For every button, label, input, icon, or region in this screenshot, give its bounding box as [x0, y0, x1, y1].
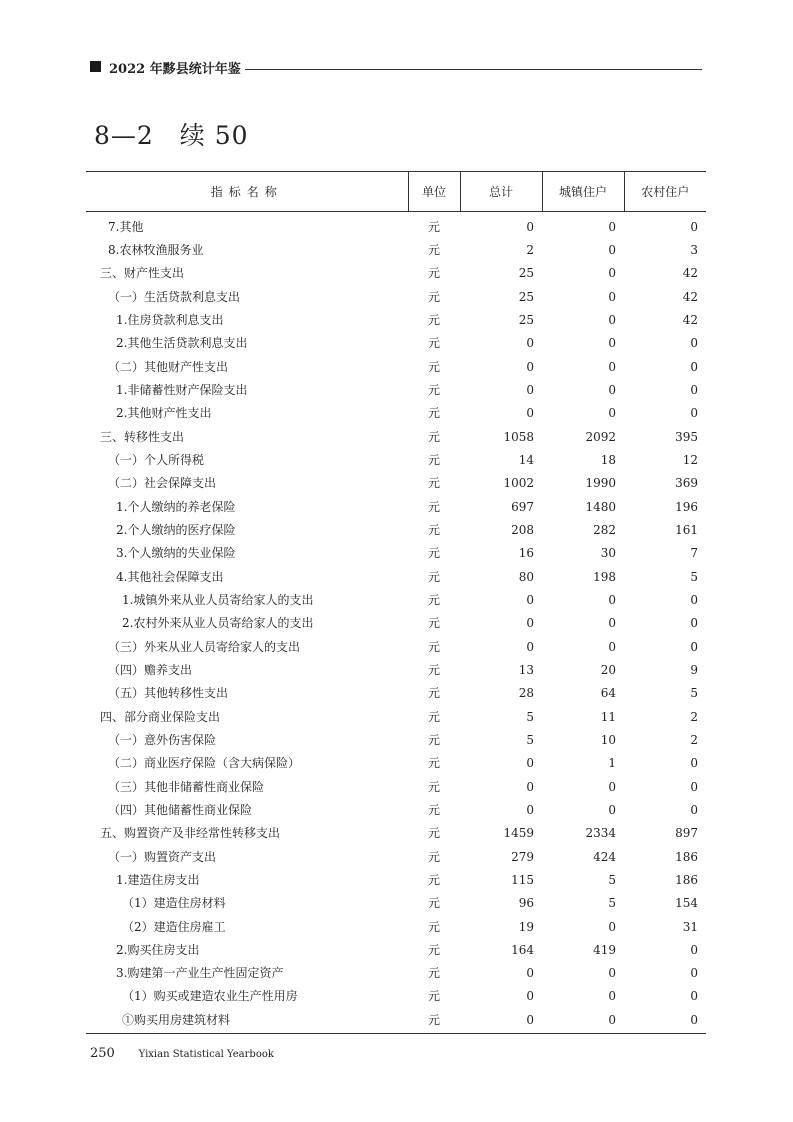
rural-cell: 186 [675, 849, 698, 864]
table-row [86, 212, 706, 239]
total-cell: 13 [518, 662, 534, 677]
table-row [86, 542, 706, 565]
total-cell: 0 [526, 359, 534, 374]
table-row [86, 658, 706, 681]
indicator-cell: （四）其他储蓄性商业保险 [108, 802, 253, 817]
unit-cell: 元 [427, 989, 440, 1004]
unit-cell: 元 [427, 826, 440, 841]
rural-cell: 0 [690, 359, 698, 374]
urban-cell: 0 [608, 802, 616, 817]
table-title: 8—2 续 50 [94, 121, 249, 150]
urban-cell: 64 [600, 686, 616, 701]
urban-cell: 0 [608, 989, 616, 1004]
urban-cell: 0 [608, 219, 616, 234]
unit-cell: 元 [427, 732, 440, 747]
indicator-cell: （三）外来从业人员寄给家人的支出 [108, 639, 301, 654]
urban-cell: 0 [608, 242, 616, 257]
indicator-cell: 4.其他社会保障支出 [116, 569, 224, 584]
indicator-cell: （三）其他非储蓄性商业保险 [108, 779, 265, 794]
total-cell: 0 [526, 989, 534, 1004]
total-cell: 28 [518, 686, 534, 701]
urban-cell: 0 [608, 592, 616, 607]
rural-cell: 154 [675, 896, 698, 911]
rural-cell: 0 [690, 779, 698, 794]
table-row [86, 985, 706, 1008]
urban-cell: 419 [593, 942, 616, 957]
indicator-cell: 1.个人缴纳的养老保险 [116, 499, 236, 514]
indicator-cell: （二）其他财产性支出 [108, 359, 229, 374]
rural-cell: 897 [675, 826, 698, 841]
unit-cell: 元 [427, 942, 440, 957]
rural-cell: 42 [682, 312, 698, 327]
indicator-cell: 8.农林牧渔服务业 [108, 242, 204, 257]
header-rule [245, 69, 702, 70]
table-row [86, 798, 706, 821]
total-cell: 80 [518, 569, 534, 584]
indicator-cell: （二）社会保障支出 [108, 476, 217, 491]
rural-cell: 42 [682, 289, 698, 304]
indicator-cell: （一）购置资产支出 [108, 849, 217, 864]
rural-cell: 0 [690, 802, 698, 817]
urban-cell: 11 [600, 709, 616, 724]
table-row [86, 682, 706, 705]
unit-cell: 元 [427, 219, 440, 234]
unit-cell: 元 [427, 569, 440, 584]
table-row [86, 565, 706, 588]
rural-cell: 186 [675, 872, 698, 887]
urban-cell: 0 [608, 289, 616, 304]
indicator-cell: 四、部分商业保险支出 [100, 709, 221, 724]
indicator-cell: （一）意外伤害保险 [108, 732, 217, 747]
table-row [86, 705, 706, 728]
col-header-urban: 城镇住户 [542, 172, 624, 212]
urban-cell: 5 [608, 872, 616, 887]
table-row [86, 378, 706, 401]
indicator-cell: 1.城镇外来从业人员寄给家人的支出 [122, 592, 314, 607]
page-footer [90, 1046, 274, 1061]
rural-cell: 12 [682, 452, 698, 467]
unit-cell: 元 [427, 359, 440, 374]
unit-cell: 元 [408, 1008, 460, 1034]
indicator-cell: （二）商业医疗保险（含大病保险） [108, 756, 301, 771]
indicator-cell: （一）生活贷款利息支出 [108, 289, 241, 304]
unit-cell: 元 [427, 336, 440, 351]
urban-cell: 0 [608, 639, 616, 654]
unit-cell: 元 [427, 686, 440, 701]
total-cell: 697 [511, 499, 534, 514]
page-number: 250 [90, 1046, 115, 1061]
table-row [86, 1008, 706, 1034]
col-header-unit: 单位 [408, 172, 460, 212]
square-bullet-icon [90, 61, 101, 72]
indicator-cell: 7.其他 [108, 219, 144, 234]
indicator-cell: 五、购置资产及非经常性转移支出 [100, 826, 281, 841]
table-row [86, 425, 706, 448]
unit-cell: 元 [427, 546, 440, 561]
total-cell: 164 [511, 942, 534, 957]
table-row [86, 612, 706, 635]
table-row [86, 822, 706, 845]
urban-cell: 0 [608, 312, 616, 327]
urban-cell: 1990 [585, 476, 616, 491]
indicator-cell: 三、转移性支出 [100, 429, 185, 444]
total-cell: 0 [526, 336, 534, 351]
rural-cell: 0 [690, 406, 698, 421]
rural-cell: 0 [690, 592, 698, 607]
indicator-cell: （1）购买或建造农业生产性用房 [122, 989, 298, 1004]
unit-cell: 元 [427, 616, 440, 631]
urban-cell: 198 [593, 569, 616, 584]
table-row [86, 262, 706, 285]
indicator-cell: （2）建造住房雇工 [122, 919, 226, 934]
unit-cell: 元 [427, 382, 440, 397]
total-cell: 2 [526, 242, 534, 257]
total-cell: 0 [526, 406, 534, 421]
rural-cell: 0 [690, 639, 698, 654]
table-row [86, 448, 706, 471]
total-cell: 0 [526, 779, 534, 794]
unit-cell: 元 [427, 872, 440, 887]
unit-cell: 元 [427, 709, 440, 724]
rural-cell: 395 [675, 429, 698, 444]
urban-cell: 282 [593, 522, 616, 537]
table-row [86, 285, 706, 308]
indicator-cell: （一）个人所得税 [108, 452, 205, 467]
urban-cell: 1 [608, 756, 616, 771]
total-cell: 14 [518, 452, 534, 467]
indicator-cell: 1.非储蓄性财产保险支出 [116, 382, 248, 397]
urban-cell: 18 [600, 452, 616, 467]
rural-cell: 42 [682, 266, 698, 281]
urban-cell: 0 [608, 919, 616, 934]
table-row [86, 588, 706, 611]
unit-cell: 元 [427, 919, 440, 934]
total-cell: 0 [526, 592, 534, 607]
table-row [86, 472, 706, 495]
table-row [86, 845, 706, 868]
unit-cell: 元 [427, 639, 440, 654]
indicator-cell: 2.个人缴纳的医疗保险 [116, 522, 236, 537]
rural-cell: 31 [682, 919, 698, 934]
indicator-cell: （1）建造住房材料 [122, 896, 226, 911]
total-cell: 5 [526, 709, 534, 724]
total-cell: 208 [511, 522, 534, 537]
indicator-cell: 2.其他财产性支出 [116, 406, 212, 421]
indicator-cell: 2.购买住房支出 [116, 942, 200, 957]
rural-cell: 0 [690, 966, 698, 981]
urban-cell: 0 [608, 616, 616, 631]
unit-cell: 元 [427, 452, 440, 467]
urban-cell: 0 [608, 779, 616, 794]
unit-cell: 元 [427, 896, 440, 911]
rural-cell: 5 [690, 686, 698, 701]
unit-cell: 元 [427, 499, 440, 514]
urban-cell: 424 [593, 849, 616, 864]
unit-cell: 元 [427, 289, 440, 304]
urban-cell: 0 [542, 1008, 624, 1034]
urban-cell: 0 [608, 336, 616, 351]
total-cell: 1002 [503, 476, 534, 491]
table-row [86, 518, 706, 541]
unit-cell: 元 [427, 312, 440, 327]
table-row [86, 495, 706, 518]
unit-cell: 元 [427, 802, 440, 817]
table-row [86, 728, 706, 751]
urban-cell: 1480 [585, 499, 616, 514]
total-cell: 1058 [503, 429, 534, 444]
total-cell: 0 [526, 756, 534, 771]
rural-cell: 2 [690, 709, 698, 724]
rural-cell: 161 [675, 522, 698, 537]
urban-cell: 0 [608, 966, 616, 981]
unit-cell: 元 [427, 756, 440, 771]
rural-cell: 0 [624, 1008, 706, 1034]
table-row [86, 915, 706, 938]
statistics-table [86, 171, 706, 1034]
rural-cell: 0 [690, 219, 698, 234]
table-row [86, 308, 706, 331]
indicator-cell: ①购买用房建筑材料 [86, 1008, 408, 1034]
total-cell: 0 [526, 382, 534, 397]
book-title: 2022 年黟县统计年鉴 [109, 62, 241, 77]
urban-cell: 0 [608, 359, 616, 374]
total-cell: 19 [518, 919, 534, 934]
table-row [86, 238, 706, 261]
table-row [86, 775, 706, 798]
indicator-cell: 2.农村外来从业人员寄给家人的支出 [122, 616, 314, 631]
table-row [86, 355, 706, 378]
total-cell: 96 [518, 896, 534, 911]
rural-cell: 369 [675, 476, 698, 491]
rural-cell: 196 [675, 499, 698, 514]
urban-cell: 0 [608, 266, 616, 281]
unit-cell: 元 [427, 662, 440, 677]
total-cell: 0 [526, 616, 534, 631]
table-body [86, 212, 706, 1034]
table-row [86, 752, 706, 775]
total-cell: 0 [526, 966, 534, 981]
unit-cell: 元 [427, 476, 440, 491]
rural-cell: 0 [690, 616, 698, 631]
unit-cell: 元 [427, 966, 440, 981]
urban-cell: 10 [600, 732, 616, 747]
col-header-rural: 农村住户 [624, 172, 706, 212]
total-cell: 115 [511, 872, 534, 887]
table-row [86, 962, 706, 985]
total-cell: 16 [518, 546, 534, 561]
rural-cell: 5 [690, 569, 698, 584]
total-cell: 0 [526, 639, 534, 654]
unit-cell: 元 [427, 849, 440, 864]
total-cell: 5 [526, 732, 534, 747]
urban-cell: 0 [608, 406, 616, 421]
indicator-cell: 1.住房贷款利息支出 [116, 312, 224, 327]
table-row [86, 332, 706, 355]
urban-cell: 2092 [585, 429, 616, 444]
table-row [86, 635, 706, 658]
total-cell: 0 [460, 1008, 542, 1034]
table-header-row [86, 172, 706, 212]
unit-cell: 元 [427, 779, 440, 794]
col-header-total: 总计 [460, 172, 542, 212]
indicator-cell: 3.购建第一产业生产性固定资产 [116, 966, 284, 981]
urban-cell: 2334 [585, 826, 616, 841]
urban-cell: 20 [600, 662, 616, 677]
table-row [86, 868, 706, 891]
unit-cell: 元 [427, 406, 440, 421]
table-row [86, 892, 706, 915]
rural-cell: 9 [690, 662, 698, 677]
table-row [86, 938, 706, 961]
rural-cell: 0 [690, 756, 698, 771]
total-cell: 279 [511, 849, 534, 864]
table-row [86, 402, 706, 425]
rural-cell: 0 [690, 336, 698, 351]
urban-cell: 30 [600, 546, 616, 561]
total-cell: 25 [518, 266, 534, 281]
rural-cell: 0 [690, 382, 698, 397]
indicator-cell: 三、财产性支出 [100, 266, 185, 281]
urban-cell: 5 [608, 896, 616, 911]
page-header [90, 58, 702, 78]
col-header-indicator: 指标名称 [86, 172, 408, 212]
indicator-cell: （四）赡养支出 [108, 662, 193, 677]
rural-cell: 0 [690, 989, 698, 1004]
total-cell: 0 [526, 219, 534, 234]
book-name-en: Yixian Statistical Yearbook [138, 1049, 274, 1060]
total-cell: 0 [526, 802, 534, 817]
total-cell: 25 [518, 312, 534, 327]
indicator-cell: 3.个人缴纳的失业保险 [116, 546, 236, 561]
total-cell: 25 [518, 289, 534, 304]
rural-cell: 3 [690, 242, 698, 257]
unit-cell: 元 [427, 429, 440, 444]
unit-cell: 元 [427, 522, 440, 537]
rural-cell: 7 [690, 546, 698, 561]
rural-cell: 2 [690, 732, 698, 747]
total-cell: 1459 [503, 826, 534, 841]
indicator-cell: （五）其他转移性支出 [108, 686, 229, 701]
unit-cell: 元 [427, 242, 440, 257]
unit-cell: 元 [427, 592, 440, 607]
indicator-cell: 2.其他生活贷款利息支出 [116, 336, 248, 351]
urban-cell: 0 [608, 382, 616, 397]
unit-cell: 元 [427, 266, 440, 281]
indicator-cell: 1.建造住房支出 [116, 872, 200, 887]
rural-cell: 0 [690, 942, 698, 957]
